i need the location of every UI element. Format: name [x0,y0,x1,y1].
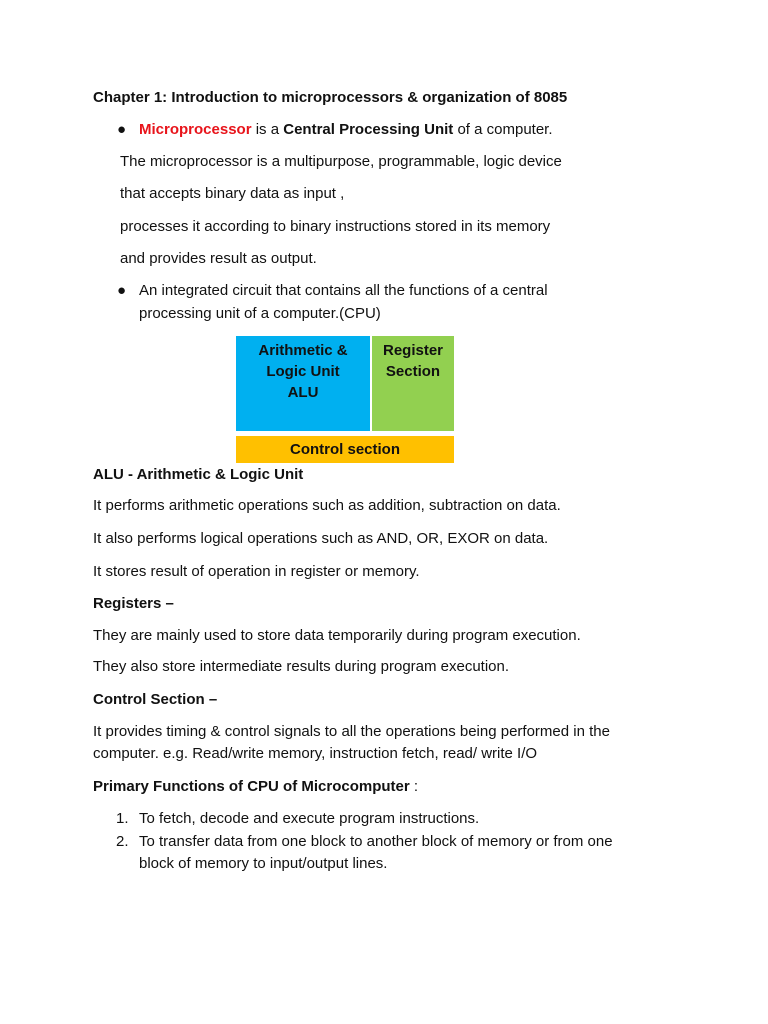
functions-heading: Primary Functions of CPU of Microcomputer [93,778,410,795]
alu-line: It performs arithmetic operations such as addition, subtraction on data. [93,497,561,514]
functions-heading-row [93,778,418,796]
bullet-icon: ● [117,282,127,299]
control-line: It provides timing & control signals to all the operations being performed in the [93,723,610,740]
control-heading: Control Section – [93,691,218,708]
alu-block-label: ALU [287,384,319,401]
alu-block-label: Arithmetic & [258,342,348,359]
intro-line: processes it according to binary instructions stored in its memory [120,218,551,235]
alu-block-label: Logic Unit [266,363,340,380]
alu-block [235,335,371,432]
alu-line: It also performs logical operations such as AND, OR, EXOR on data. [93,530,549,547]
microprocessor-term: Microprocessor [139,121,252,138]
register-block [371,335,455,432]
alu-heading: ALU - Arithmetic & Logic Unit [93,466,304,483]
bullet-icon: ● [117,121,127,138]
list-item-continuation: block of memory to input/output lines. [139,855,388,872]
alu-line: It stores result of operation in register or memory. [93,563,420,580]
control-block [235,435,455,464]
register-block-label: Register [382,342,444,359]
intro-line: The microprocessor is a multipurpose, programmable, logic device [120,153,562,170]
registers-heading: Registers – [93,595,174,612]
cpu-term: Central Processing Unit [283,121,454,138]
registers-line: They are mainly used to store data temporarily during program execution. [93,627,581,644]
registers-line: They also store intermediate results during program execution. [93,658,510,675]
chapter-heading: Chapter 1: Introduction to microprocessors & organization of 8085 [93,89,568,106]
intro-line: that accepts binary data as input , [120,185,345,202]
functions-colon: : [409,778,419,795]
control-line: computer. e.g. Read/write memory, instruction fetch, read/ write I/O [93,745,538,762]
list-item-number: 2. [116,833,129,850]
control-block-label: Control section [289,441,400,458]
intro-mid-text: is a [251,121,284,138]
list-item-number: 1. [116,810,129,827]
intro-line: and provides result as output. [120,250,317,267]
ic-bullet-line: An integrated circuit that contains all the functions of a central [139,282,548,299]
list-item: To transfer data from one block to another block of memory or from one [139,833,613,850]
intro-end-text: of a computer. [453,121,553,138]
intro-definition [139,121,553,139]
list-item: To fetch, decode and execute program instructions. [139,810,480,827]
ic-bullet-line: processing unit of a computer.(CPU) [139,305,381,322]
register-block-label: Section [385,363,441,380]
